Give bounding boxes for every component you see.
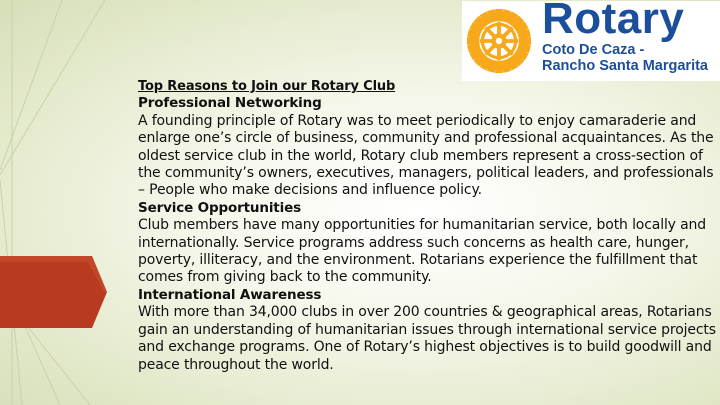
logo-club-line2: Rancho Santa Margarita <box>542 57 708 74</box>
section-heading-international: International Awareness <box>138 286 322 303</box>
slide-body <box>138 78 718 374</box>
slide-title: Top Reasons to Join our Rotary Club <box>138 79 396 94</box>
section-heading-service: Service Opportunities <box>138 199 301 216</box>
section-body-networking: A founding principle of Rotary was to meet periodically to enjoy camaraderie and enlarge one’s circle of business, community and professional acquaintances. As the oldest service club in the world, Rotary club members represent a cross-section of the community’s owners, executives, managers, political leaders, and professionals – People who make decisions and influence policy. <box>138 112 714 199</box>
logo-club-line1: Coto De Caza - <box>542 42 645 58</box>
left-decoration <box>0 0 130 405</box>
logo-club-name <box>542 43 708 74</box>
section-heading-networking: Professional Networking <box>138 95 322 112</box>
logo-wordmark: Rotary <box>542 0 685 43</box>
section-body-international: With more than 34,000 clubs in over 200 countries & geographical areas, Rotarians gain an understanding of humanitarian issues through international service projects and exchange programs. One of Rotary’s highest objectives is to build goodwill and peace throughout the world. <box>138 304 716 373</box>
rotary-wheel-icon <box>467 9 531 73</box>
section-body-service: Club members have many opportunities for humanitarian service, both locally and internationally. Service programs address such concerns as health care, hunger, poverty, illiteracy, and the environment. Rotarians experience the fulfillment that comes from giving back to the community. <box>138 217 707 286</box>
rotary-logo <box>462 1 720 81</box>
